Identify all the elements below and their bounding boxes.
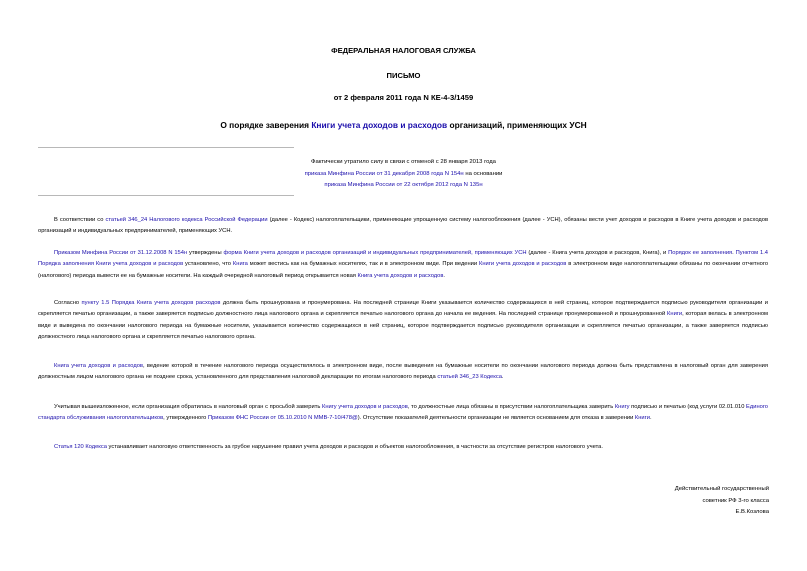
link-book[interactable]: Книга xyxy=(232,261,248,268)
link-article-346-24[interactable]: статьей 346_24 Налогового кодекса Российской Федерации xyxy=(105,217,268,223)
paragraph-3: Согласно пункту 1.5 Порядка Книга учета доходов расходов должна быть прошнурована и пронумерована. На последней странице Книги указывается количество содержащихся в ней страниц, которое подтверждается подписью руководителя организации и скрепляется печатью организации, а также заверяется подписью должностного лица налогового органа и скрепляется печатью налогового органа до начала ее ведения. На последней странице пронумерованной и прошнурованной Книги, которая велась в электронном виде и выведена по окончании налогового периода на бумажные носители, указывается количество содержащихся в ней страниц, которое подтверждается подписью руководителя организации и скрепляется печатью организации, а также заверяется подписью должностного лица налогового органа и скрепляется печатью налогового органа. xyxy=(38,300,768,341)
link-book[interactable]: Книги учета доходов и расходов xyxy=(479,261,567,268)
status-note-line: Фактически утратило силу в связи с отменой с 28 января 2013 года xyxy=(311,159,496,165)
link-article-346-23[interactable]: статьей 346_23 Кодекса xyxy=(437,374,502,381)
document-type: ПИСЬМО xyxy=(386,71,421,80)
status-note-line xyxy=(0,180,807,192)
signature-class: советник РФ 3-го класса xyxy=(702,497,769,504)
link-book[interactable]: Книга учета доходов и расходов xyxy=(357,272,444,279)
separator-bottom xyxy=(38,195,294,196)
link-book[interactable]: Книгу учета доходов и расходов xyxy=(321,404,408,410)
link-book[interactable]: Книга учета доходов и расходов xyxy=(54,363,143,369)
link-fill-procedure[interactable]: Порядок ее заполнения xyxy=(668,250,733,256)
paragraph-4: Книга учета доходов и расходов, ведение которой в течение налогового периода осуществлялось в электронном виде, после выведения на бумажные носители по окончании налогового периода должна быть представлена в налоговый орган для заверения должностным лицом налогового органа не позднее срока, установленного для представления налоговой декларации по итогам налогового периода статьей 346_23 Кодекса. xyxy=(38,363,768,381)
link-book[interactable]: Книги xyxy=(667,311,683,318)
link-order-154n[interactable]: приказа Минфина России от 31 декабря 2008 года N 154н xyxy=(304,170,464,177)
paragraph-1: В соответствии со статьей 346_24 Налогового кодекса Российской Федерации (далее - Кодекс) налогоплательщики, применяющие упрощенную систему налогообложения (далее - УСН), обязаны вести учет доходов и расходов в Книге учета доходов и расходов организаций и индивидуальных предпринимателей, применяющих УСН. xyxy=(38,217,768,235)
agency-name: ФЕДЕРАЛЬНАЯ НАЛОГОВАЯ СЛУЖБА xyxy=(331,46,476,55)
link-book[interactable]: Книгу xyxy=(614,404,630,410)
link-unified-standard[interactable]: Единого стандарта обслуживания налогоплательщиков xyxy=(38,404,768,422)
status-note xyxy=(0,157,807,192)
link-book[interactable]: Книги xyxy=(634,415,650,422)
link-clause-1-4[interactable]: Пунктом 1.4 Порядка заполнения Книги учета доходов и расходов xyxy=(38,250,768,268)
status-note-line: приказа Минфина России от 31 декабря 2008 года N 154н на основании xyxy=(304,170,503,177)
signature-name: Е.В.Козлова xyxy=(735,509,769,516)
paragraph-5: Учитывая вышеизложенное, если организация обратилась в налоговый орган с просьбой заверить Книгу учета доходов и расходов, то должностные лица обязаны в присутствии налогоплательщика заверить Книгу подписью и печатью (код услуги 02.01.010 Единого стандарта обслуживания налогоплательщиков, утвержденного Приказом ФНС России от 05.10.2010 N ММВ-7-10/478@). Отсутствие показателей деятельности организации не является основанием для отказа в заверении Книги. xyxy=(38,404,768,422)
signature-rank: Действительный государственный xyxy=(674,486,769,492)
separator-top xyxy=(38,147,294,148)
title-link-book[interactable]: Книги учета доходов и расходов xyxy=(311,120,448,130)
paragraph-2: Приказом Минфина России от 31.12.2008 N 154н утверждены форма Книги учета доходов и расходов организаций и индивидуальных предпринимателей, применяющих УСН (далее - Книга учета доходов и расходов, Книга), и Порядок ее заполнения. Пунктом 1.4 Порядка заполнения Книги учета доходов и расходов установлено, что Книга может вестись как на бумажных носителях, так и в электронном виде. При ведении Книги учета доходов и расходов в электронном виде налогоплательщики обязаны по окончании отчетного (налогового) периода вывести ее на бумажные носители. На каждый очередной налоговый период открывается новая Книга учета доходов и расходов. xyxy=(38,250,769,279)
link-order-154n[interactable]: Приказом Минфина России от 31.12.2008 N 154н xyxy=(54,250,188,256)
link-article-120[interactable]: Статья 120 Кодекса xyxy=(54,444,107,450)
document-date-number: от 2 февраля 2011 года N КЕ-4-3/1459 xyxy=(333,93,474,102)
document-title: О порядке заверения Книги учета доходов и расходов организаций, применяющих УСН xyxy=(220,120,587,130)
signature-block xyxy=(549,484,769,519)
link-fns-order[interactable]: Приказом ФНС России от 05.10.2010 N ММВ-7-10/478@ xyxy=(207,415,358,422)
link-clause-1-5[interactable]: пункту 1.5 Порядка Книга учета доходов расходов xyxy=(81,300,221,306)
link-order-135n[interactable]: приказа Минфина России от 22 октября 2012 года N 135н xyxy=(324,182,483,188)
paragraph-6: Статья 120 Кодекса устанавливает налоговую ответственность за грубое нарушение правил учета доходов и расходов и объектов налогообложения, в частности за отсутствие регистров налогового учета. xyxy=(54,444,603,450)
link-book-form[interactable]: форма Книги учета доходов и расходов организаций и индивидуальных предпринимателей, применяющих УСН xyxy=(223,250,527,256)
